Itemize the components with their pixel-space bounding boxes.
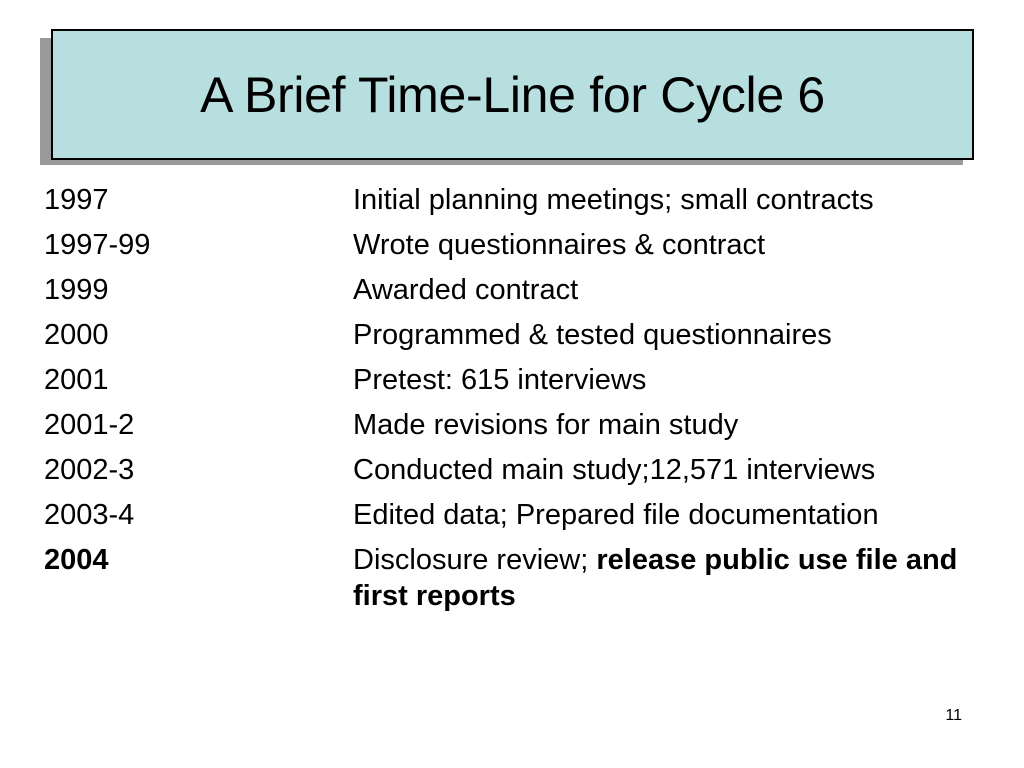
timeline-description — [353, 317, 983, 353]
timeline-year: 2001 — [44, 364, 109, 396]
timeline-year: 2004 — [44, 544, 109, 576]
timeline-year: 2000 — [44, 319, 109, 351]
description-text: Awarded contract — [353, 274, 579, 306]
timeline-year: 2003-4 — [44, 499, 135, 531]
timeline-description — [353, 407, 983, 443]
description-text: Disclosure review; — [353, 544, 597, 576]
timeline-row — [44, 407, 984, 443]
description-text: Edited data; Prepared file documentation — [353, 499, 879, 531]
timeline-description — [353, 542, 983, 614]
timeline-year: 1999 — [44, 274, 109, 306]
description-text: Made revisions for main study — [353, 409, 739, 441]
slide-title: A Brief Time-Line for Cycle 6 — [200, 66, 825, 123]
timeline-year: 1997-99 — [44, 229, 151, 261]
description-bold-text: release public use file and first reports — [353, 544, 958, 612]
timeline-description — [353, 362, 983, 398]
timeline-year: 1997 — [44, 184, 109, 216]
description-text: Conducted main study;12,571 interviews — [353, 454, 876, 486]
timeline-row — [44, 452, 984, 488]
description-text: Pretest: 615 interviews — [353, 364, 647, 396]
description-text: Initial planning meetings; small contracts — [353, 184, 874, 216]
timeline-row — [44, 542, 984, 614]
timeline-row — [44, 317, 984, 353]
timeline-row — [44, 497, 984, 533]
description-text: Programmed & tested questionnaires — [353, 319, 832, 351]
timeline-row — [44, 182, 984, 218]
timeline-description — [353, 452, 983, 488]
timeline-row — [44, 362, 984, 398]
page-number: 11 — [945, 707, 962, 724]
timeline-row — [44, 227, 984, 263]
timeline-list — [44, 182, 984, 623]
timeline-row — [44, 272, 984, 308]
timeline-year: 2001-2 — [44, 409, 135, 441]
timeline-year: 2002-3 — [44, 454, 135, 486]
title-box — [51, 29, 974, 160]
timeline-description — [353, 182, 983, 218]
description-text: Wrote questionnaires & contract — [353, 229, 766, 261]
timeline-description — [353, 272, 983, 308]
timeline-description — [353, 497, 983, 533]
timeline-description — [353, 227, 983, 263]
